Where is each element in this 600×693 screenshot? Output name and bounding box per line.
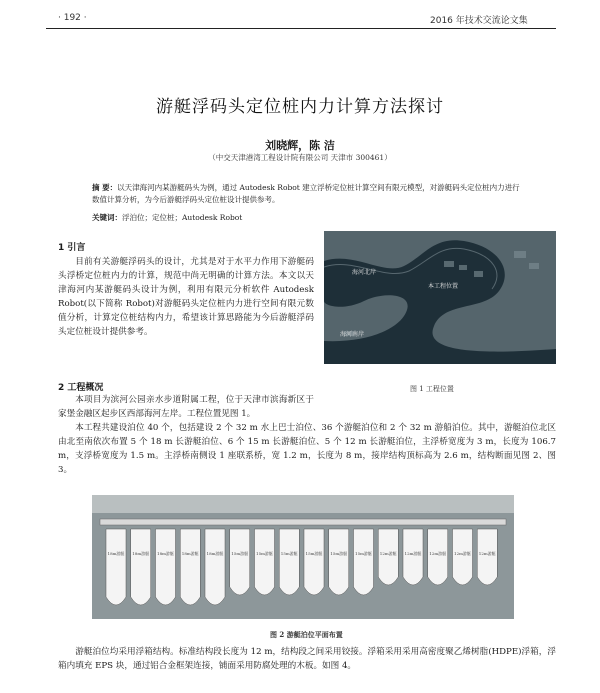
affiliation: （中交天津港湾工程设计院有限公司 天津市 300461）: [208, 153, 392, 162]
section-1-heading: 1 引言: [58, 243, 86, 253]
berth-label: 18m游艇: [157, 551, 174, 556]
abstract: [92, 182, 522, 206]
boat-mark: [279, 529, 299, 595]
boat-mark: [106, 529, 126, 605]
berth-label: 12m游艇: [478, 551, 496, 556]
berth-label: 15m游艇: [256, 551, 273, 556]
boat-mark: [205, 529, 225, 605]
keywords-text: 浮泊位；定位桩；Autodesk Robot: [122, 213, 243, 222]
section-1-paragraph: 目前有关游艇浮码头的设计，尤其是对于水平力作用下游艇码头浮桥定位桩内力的计算，规范中尚无明确的计算方法。本文以天津海河内某游艇码头设计为例，利用有限元分析软件 Autodesk Robot(以下简称 Robot)对游艇码头定位桩内力进行空间有限元数值分析，计算定位桩结构内力，希望该计算思路能为今后游艇浮码头定位桩设计提供参考。: [58, 257, 314, 337]
page-number: · 192 ·: [58, 13, 87, 23]
berth-label: 18m游艇: [107, 551, 125, 556]
berth-label: 15m游艇: [305, 551, 323, 556]
berth-label: 12m游艇: [404, 551, 422, 556]
boat-mark: [378, 529, 398, 585]
boat-mark: [329, 529, 349, 595]
keywords-label: 关键词：: [92, 213, 122, 222]
section-2-para-2: 本工程共建设泊位 40 个，包括建设 2 个 32 m 水上巴士泊位、36 个游艇泊位和 2 个 32 m 游船泊位。其中，游艇泊位北区由北至南依次布置 5 个 18 m 长游艇泊位、6 个 15 m 长游艇泊位、5 个 12 m 长游艇泊位，主浮桥宽度为 3 m，长度为 106.7 m，支浮桥宽度为 1.5 m。主浮桥南侧设 1 座联系桥，宽 1.2 m，长度为 8 m，接岸结构顶标高为 2.6 m，结构断面见图 2、图 3。: [58, 423, 556, 475]
authors: 刘晓辉，陈 洁: [265, 139, 335, 152]
berth-label: 18m游艇: [181, 551, 199, 556]
map-label-site: 本工程位置: [428, 283, 459, 290]
boat-mark: [131, 529, 151, 605]
berth-label: 12m游艇: [454, 551, 471, 556]
abstract-text: 以天津海河内某游艇码头为例，通过 Autodesk Robot 建立浮桥定位桩计算空间有限元模型，对游艇码头定位桩内力进行数值计算分析，为今后游艇浮码头定位桩设计提供参考。: [92, 183, 520, 204]
boat-mark: [255, 529, 275, 595]
berth-layout-image: [92, 495, 514, 619]
berth-label: 12m游艇: [379, 551, 397, 556]
section-2-heading: 2 工程概况: [58, 383, 104, 393]
closing-paragraph: 游艇泊位均采用浮箱结构。标准结构段长度为 12 m，结构段之间采用铰接。浮箱采用采用高密度聚乙烯树脂(HDPE)浮箱，浮箱内填充 EPS 块，通过铝合金框架连接，铺面采用防腐处理的木板。如图 4。: [58, 647, 556, 671]
running-head: 2016 年技术交流论文集: [430, 16, 528, 26]
figure-2-layout: [92, 495, 514, 619]
figure-1-caption: 图 1 工程位置: [410, 385, 454, 393]
boat-mark: [428, 529, 448, 585]
boat-mark: [304, 529, 324, 595]
boat-mark: [354, 529, 374, 595]
boat-mark: [403, 529, 423, 585]
figure-1-map: [324, 231, 556, 364]
abstract-label: 摘 要：: [92, 183, 118, 192]
map-label-north: 海河北岸: [352, 269, 377, 276]
boat-mark: [453, 529, 473, 585]
berth-label: 15m游艇: [231, 551, 249, 556]
boat-mark: [180, 529, 200, 605]
map-label-south: 海河南岸: [340, 331, 365, 338]
berth-label: 12m游艇: [429, 551, 447, 556]
river-map-image: [324, 231, 556, 364]
boat-mark: [156, 529, 176, 605]
section-2-para-1: 本项目为滨河公园亲水步道附属工程，位于天津市滨海新区于家堡金融区起步区西部海河左岸。工程位置见图 1。: [58, 395, 314, 419]
header-rule: [46, 28, 556, 29]
berth-label: 15m游艇: [280, 551, 298, 556]
berth-label: 18m游艇: [206, 551, 224, 556]
berth-label: 15m游艇: [330, 551, 348, 556]
berth-label: 15m游艇: [355, 551, 372, 556]
boat-mark: [230, 529, 250, 595]
keywords: [92, 212, 522, 224]
paper-title: 游艇浮码头定位桩内力计算方法探讨: [156, 97, 444, 117]
berth-label: 18m游艇: [132, 551, 150, 556]
boat-mark: [477, 529, 497, 585]
figure-2-caption: 图 2 游艇泊位平面布置: [270, 630, 343, 639]
